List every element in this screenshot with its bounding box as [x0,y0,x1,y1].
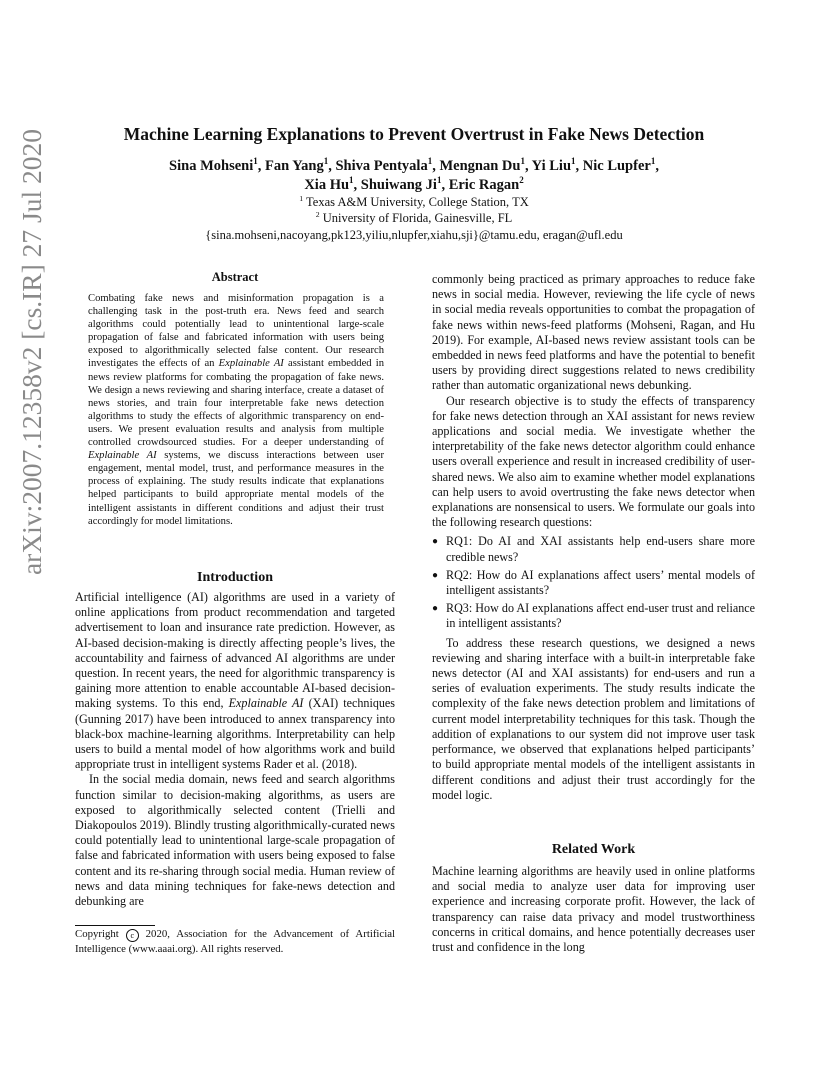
author-affiliation-mark: 2 [519,175,524,186]
author-affiliation-mark: 1 [520,156,525,167]
author-name: Xia Hu [304,177,350,193]
author-name: Shiva Pentyala [335,158,428,174]
author-affiliation-mark: 1 [253,156,258,167]
copyright-icon: c [126,929,139,942]
paper-title: Machine Learning Explanations to Prevent Overtrust in Fake News Detection [123,124,705,144]
author-affiliation-mark: 1 [571,156,576,167]
author-affiliation-mark: 1 [349,175,354,186]
address-paragraph: To address these research questions, we designed a news reviewing and sharing interface with a built-in interpretable fake news detector (AI and XAI assistants) for end-users and run a series of evaluation experiments. The study results indicate the complexity of the fake news detection problem and limitations of current model interpretability techniques for this task. Though the addition of explanations to our system did not improve user task performance, we observed that explanations helped participants’ to build appropriate mental models of the intelligent assistants in different conditions and adjust their trust accordingly for the model logic. [432,635,755,802]
abstract-heading: Abstract [211,270,259,284]
author-emails: {sina.mohseni,nacoyang,pk123,yiliu,nlupfer,xiahu,sji}@tamu.edu, eragan@ufl.edu [205,228,623,242]
authors-line-2: Xia Hu$^1$, Shuiwang Ji$^1$, Eric Ragan$^2$ [304,175,524,193]
objective-paragraph: Our research objective is to study the effects of transparency for fake news detection through an XAI assistant for news review applications and social media. We investigate whether the interpretability of the fake news detector algorithm could enhance users overall experience and result in increased credibility of user-shared news. We also aim to examine whether model explanations can help users to avoid overtrusting the fake news detector when explanations are nonsensical to users. We formulate our goals into the following research questions: [432,393,755,530]
continued-paragraph: commonly being practiced as primary approaches to reduce fake news in social media. However, reviewing the life cycle of news in social media reveals opportunities to combat the propagation of fake news within news-feed platforms (Mohseni, Ragan, and Hu 2019). For example, AI-based news review assistant tools can be embedded in news feed platforms and have the potential to benefit users by providing direct suggestions related to news credibility rather than automatic organizational news debunking. [432,272,755,393]
related-work-paragraph: Machine learning algorithms are heavily used in online platforms and social media to analyze user data for improving user experience and increasing corporate profit. However, the lack of transparency can raise data privacy and model trustworthiness concerns in critical domains, and hence potentially decreases user trust and confidence in the long [432,864,755,955]
related-work-heading: Related Work [551,842,636,857]
bullet-icon: ● [432,603,439,615]
author-affiliation-mark: 1 [650,156,656,167]
arxiv-stamp: arXiv:2007.12358v2 [cs.IR] 27 Jul 2020 [16,128,47,576]
author-name: Eric Ragan [448,177,520,193]
bullet-icon: ● [432,536,439,548]
footnote-rule [75,925,155,926]
affiliation-2: $^2$ University of Florida, Gainesville, FL [315,209,513,225]
research-question-2: ● RQ2: How do AI explanations affect users’ mental models of intelligent assistants? [432,567,755,598]
author-name: Yi Liu [531,158,572,174]
intro-paragraph-1: Artificial intelligence (AI) algorithms are used in a variety of online applications from product recommendation and targeted advertisement to loan and insurance rate prediction. However, as AI-based decision-making is directly affecting people’s lives, the accountability and fairness of advanced AI algorithms are under question. In recent years, the need for algorithmic transparency is gaining more attention to enable accountable AI-based decision-making systems. To this end, Explainable AI (XAI) techniques (Gunning 2017) have been introduced to annex transparency into black-box machine-learning algorithms. Interpretability can help users to build a mental model of how algorithms work and build appropriate trust in intelligent systems Rader et al. (2018). [75,590,395,772]
copyright-notice: Copyright c 2020, Association for the Advancement of Artificial Intelligence (www.aaai.org). All rights reserved. [75,928,396,955]
abstract-body: Combating fake news and misinformation propagation is a challenging task in the post-truth era. News feed and search algorithms could potentially lead to unintentional large-scale propagation of false and fabricated information with users being exposed to algorithmically selected false content. Our research investigates the effects of an Explainable AI assistant embedded in news review platforms for combating the propagation of fake news. We design a news reviewing and sharing interface, create a dataset of news stories, and train four interpretable fake news detection algorithms to study the effects of algorithmic transparency on end-users. We present evaluation results and analysis from multiple controlled crowdsourced studies. For a deeper understanding of Explainable AI systems, we discuss interactions between user engagement, mental model, trust, and performance measures in the process of explaining. The study results indicate that explanations helped participants to build appropriate mental models of the intelligent assistants in different conditions and adjust their trust accordingly for model limitations. [88,293,384,527]
author-name: Sina Mohseni [169,158,254,174]
bullet-icon: ● [432,569,439,581]
author-name: Nic Lupfer [582,158,651,174]
author-affiliation-mark: 1 [323,156,329,167]
author-affiliation-mark: 1 [436,175,442,186]
author-name: Mengnan Du [439,158,521,174]
affiliation-1: $^1$ Texas A&M University, College Station, TX [299,193,529,209]
intro-paragraph-2: In the social media domain, news feed and search algorithms function similar to decision-making algorithms, as users are exposed to algorithmically selected content (Trielli and Diakopoulos 2019). Blindly trusting algorithmically-curated news could potentially lead to unintentional large-scale propagation of false and fabricated information with users being exposed to false content and its re-sharing through social media. Human review of news and data mining techniques for fake-news detection and debunking are [75,772,395,909]
introduction-heading: Introduction [197,570,273,585]
author-name: Fan Yang [265,158,324,174]
author-affiliation-mark: 1 [427,156,433,167]
introduction-body [75,590,395,909]
author-name: Shuiwang Ji [360,177,437,193]
related-work-body [432,864,755,955]
right-column-body [432,272,755,803]
research-question-3: ● RQ3: How do AI explanations affect end-user trust and reliance in intelligent assistants? [432,601,755,631]
authors-line-1: Sina Mohseni$^1$, Fan Yang$^1$, Shiva Pentyala$^1$, Mengnan Du$^1$, Yi Liu$^1$, Nic Lupfer$^1$, [169,156,659,174]
research-question-1: ● RQ1: Do AI and XAI assistants help end-users share more credible news? [432,534,755,564]
